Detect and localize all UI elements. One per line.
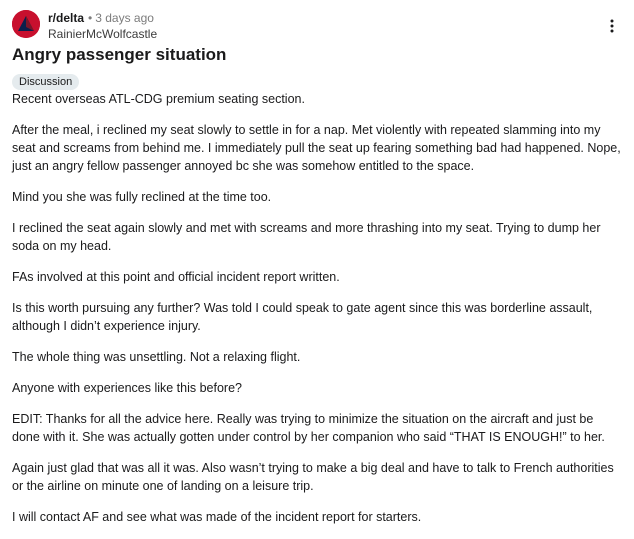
post-meta bbox=[48, 11, 154, 25]
author-username[interactable]: RainierMcWolfcastle bbox=[48, 27, 158, 41]
ellipsis-vertical-icon bbox=[604, 18, 620, 34]
post-paragraph: After the meal, i reclined my seat slowly to settle in for a nap. Met violently with repeated slamming into my seat and screams from behind me. I immediately pull the seat up fearing something bad had happened. Nope, just an angry fellow passenger annoyed bc she was somehow entitled to the space. bbox=[12, 123, 621, 173]
more-options-button[interactable] bbox=[604, 18, 620, 34]
post-paragraph: Mind you she was fully reclined at the time too. bbox=[12, 190, 272, 204]
post-header bbox=[12, 8, 622, 42]
post-age: 3 days ago bbox=[95, 11, 154, 25]
post-paragraph: I will contact AF and see what was made of the incident report for starters. bbox=[12, 510, 422, 524]
post-flair[interactable]: Discussion bbox=[12, 74, 79, 90]
post-paragraph: I reclined the seat again slowly and met with screams and more thrashing into my seat. Trying to dump her soda on my head. bbox=[12, 221, 601, 253]
post-paragraph: The whole thing was unsettling. Not a relaxing flight. bbox=[12, 350, 301, 364]
delta-logo-icon bbox=[12, 10, 40, 38]
meta-separator: • bbox=[88, 11, 93, 25]
subreddit-avatar[interactable] bbox=[12, 10, 40, 38]
post-paragraph: EDIT: Thanks for all the advice here. Really was trying to minimize the situation on the aircraft and just be done with it. She was actually gotten under control by her companion who said “THAT IS ENOUGH!” to her. bbox=[12, 412, 605, 444]
post-paragraph: Recent overseas ATL-CDG premium seating section. bbox=[12, 92, 305, 106]
post-paragraph: Again just glad that was all it was. Also wasn’t trying to make a big deal and have to talk to French authorities or the airline on minute one of landing on a leisure trip. bbox=[12, 461, 614, 493]
subreddit-link[interactable]: r/delta bbox=[48, 11, 85, 25]
post-paragraph: FAs involved at this point and official incident report written. bbox=[12, 270, 340, 284]
post-title[interactable]: Angry passenger situation bbox=[12, 45, 227, 64]
post-paragraph: Is this worth pursuing any further? Was told I could speak to gate agent since this was borderline assault, although I didn’t experience injury. bbox=[12, 301, 593, 333]
post-body bbox=[12, 90, 622, 526]
post-paragraph: Anyone with experiences like this before? bbox=[12, 381, 242, 395]
